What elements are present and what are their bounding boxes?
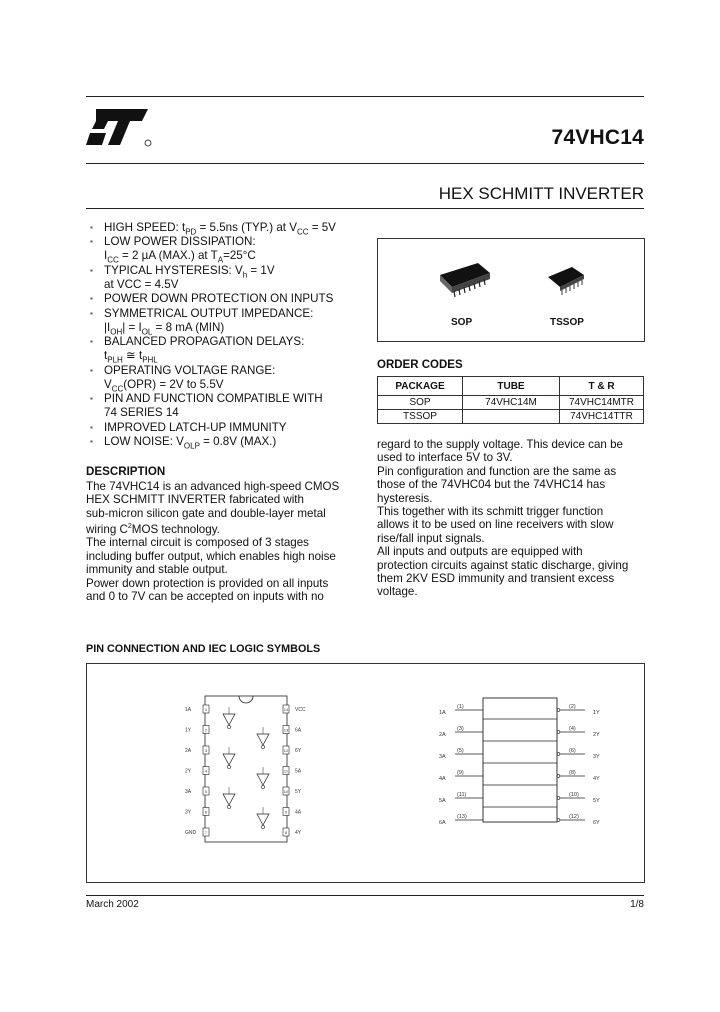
description-line: those of the 74VHC04 but the 74VHC14 has xyxy=(377,478,606,492)
dip-right-pin-name: 5Y xyxy=(295,789,302,795)
inverter-symbol xyxy=(223,794,235,805)
header-package: PACKAGE xyxy=(378,377,463,396)
iec-input-name: 4A xyxy=(439,776,446,782)
description-line: wiring $C^2MOS$ technology. xyxy=(86,523,220,537)
iec-output-bubble xyxy=(557,819,560,822)
pin-diagram-box xyxy=(86,663,645,883)
pin-connection-diagram xyxy=(87,664,644,882)
feature-text: POWER DOWN PROTECTION ON INPUTS xyxy=(104,292,334,306)
feature-text: IMPROVED LATCH-UP IMMUNITY xyxy=(104,420,287,434)
feature-subtext: $t_{PLH}$ ≅ $t_{PHL}$ xyxy=(104,349,158,365)
dip-right-pin-name: VCC xyxy=(295,707,306,713)
inverter-bubble xyxy=(227,765,230,768)
bullet-icon: ▪ xyxy=(90,308,93,318)
dip-right-pin-name: 6Y xyxy=(295,748,302,754)
iec-input-pin-number: (9) xyxy=(457,770,464,776)
feature-subtext: $V_{CC}(OPR) = 2V$ to 5.5V xyxy=(104,377,224,393)
description-line: immunity and stable output. xyxy=(86,563,228,577)
feature-text: LOW POWER DISSIPATION: xyxy=(104,235,256,249)
iec-output-pin-number: (2) xyxy=(569,704,576,710)
dip-right-pin-number: 11 xyxy=(283,768,289,774)
description-left-column xyxy=(86,480,352,604)
iec-output-pin-number: (8) xyxy=(569,770,576,776)
description-line: and 0 to 7V can be accepted on inputs with no xyxy=(86,590,324,604)
inverter-bubble xyxy=(261,825,264,828)
description-line: All inputs and outputs are equipped with xyxy=(377,545,583,559)
dip-left-pin-name: 1Y xyxy=(185,727,192,734)
dip-left-pin-name: 2A xyxy=(185,748,192,754)
iec-output-pin-number: (4) xyxy=(569,726,576,732)
description-line: Pin configuration and function are the same as xyxy=(377,464,617,478)
dip-right-pin-number: 12 xyxy=(283,748,289,753)
st-logo xyxy=(86,103,156,149)
product-title: HEX SCHMITT INVERTER xyxy=(438,184,644,203)
iec-input-name: 6A xyxy=(439,820,446,826)
feature-text: LOW NOISE: $V_{OLP} = 0.8V$ (MAX.) xyxy=(104,434,277,451)
sop-package-image xyxy=(434,257,494,299)
description-line: regard to the supply voltage. This device can be xyxy=(377,438,623,451)
dip-left-pin-number: 6 xyxy=(204,809,208,815)
title-rule xyxy=(86,208,644,209)
dip-right-pin-name: 4Y xyxy=(295,830,302,836)
package-box xyxy=(377,238,645,342)
cell-tr: 74VHC14MTR xyxy=(560,396,644,410)
inverter-bubble xyxy=(261,745,264,748)
iec-symbol-box xyxy=(483,698,557,822)
iec-input-pin-number: (3) xyxy=(457,726,464,732)
iec-output-pin-number: (12) xyxy=(569,814,579,820)
inverter-symbol xyxy=(223,754,235,765)
feature-text: SYMMETRICAL OUTPUT IMPEDANCE: xyxy=(104,306,314,320)
footer-page: 1/8 xyxy=(630,899,644,910)
bullet-icon: ▪ xyxy=(90,436,93,446)
dip-left-pin-number: 3 xyxy=(204,748,208,753)
description-line: allows it to be used on line receivers with slow xyxy=(377,518,614,532)
feature-text: OPERATING VOLTAGE RANGE: xyxy=(104,363,276,377)
iec-output-name: 5Y xyxy=(593,798,600,804)
feature-text: BALANCED PROPAGATION DELAYS: xyxy=(104,335,305,349)
footer-rule xyxy=(86,895,644,896)
header-tube: TUBE xyxy=(463,377,560,396)
description-right-column xyxy=(377,438,643,599)
description-line: The internal circuit is composed of 3 stages xyxy=(86,536,309,550)
description-line: Power down protection is provided on all inputs xyxy=(86,576,329,590)
dip-right-pin-number: 8 xyxy=(284,830,288,835)
iec-output-bubble xyxy=(557,797,560,800)
sop-label: SOP xyxy=(451,317,473,328)
order-codes-table xyxy=(377,376,644,424)
dip-right-pin-name: 6A xyxy=(295,727,302,734)
description-line: HEX SCHMITT INVERTER fabricated with xyxy=(86,493,304,507)
description-line: hysteresis. xyxy=(377,491,433,505)
bullet-icon: ▪ xyxy=(90,223,93,232)
dip-left-pin-name: GND xyxy=(185,830,197,836)
iec-input-pin-number: (13) xyxy=(457,814,467,820)
iec-output-bubble xyxy=(557,731,560,734)
iec-output-pin-number: (10) xyxy=(569,792,579,798)
bullet-icon: ▪ xyxy=(90,394,93,404)
feature-subtext: at VCC = 4.5V xyxy=(104,277,179,291)
cell-tube: 74VHC14M xyxy=(463,396,560,410)
feature-text: PIN AND FUNCTION COMPATIBLE WITH xyxy=(104,392,323,406)
description-line: This together with its schmitt trigger function xyxy=(377,505,604,519)
description-line: rise/fall input signals. xyxy=(377,531,485,545)
dip-right-pin-number: 9 xyxy=(284,809,288,815)
bullet-icon: ▪ xyxy=(90,265,93,275)
iec-output-name: 3Y xyxy=(593,754,600,760)
iec-input-pin-number: (1) xyxy=(457,704,464,710)
dip-right-pin-number: 14 xyxy=(283,707,289,712)
feature-subtext: 74 SERIES 14 xyxy=(104,406,179,420)
footer-date: March 2002 xyxy=(86,899,139,910)
inverter-symbol xyxy=(223,714,235,725)
cell-package: TSSOP xyxy=(378,410,463,424)
inverter-symbol xyxy=(257,814,269,825)
table-row xyxy=(378,396,644,410)
feature-subtext: $I_{CC} = 2$ µA (MAX.) at $T_A=25^\circ C$ xyxy=(104,249,256,265)
description-line: protection circuits against static discharge, giving xyxy=(377,558,629,572)
iec-input-name: 5A xyxy=(439,798,446,804)
iec-output-bubble xyxy=(557,709,560,712)
ic-package-outline xyxy=(205,696,287,842)
iec-output-name: 2Y xyxy=(593,732,600,738)
dip-left-pin-number: 2 xyxy=(204,727,208,733)
iec-output-name: 6Y xyxy=(593,820,600,826)
dip-right-pin-name: 4A xyxy=(295,809,302,816)
order-codes-title: ORDER CODES xyxy=(377,359,463,371)
dip-left-pin-number: 5 xyxy=(204,789,208,794)
feature-text: HIGH SPEED: $t_{PD} = 5.5ns$ (TYP.) at $V_{CC} = 5V$ xyxy=(104,221,336,237)
top-rule xyxy=(86,96,644,97)
dip-right-pin-name: 5A xyxy=(295,768,302,775)
description-line: sub-micron silicon gate and double-layer metal xyxy=(86,506,326,520)
dip-left-pin-name: 3Y xyxy=(185,809,192,816)
bullet-icon: ▪ xyxy=(90,294,93,304)
cell-tr: 74VHC14TTR xyxy=(560,410,644,424)
inverter-bubble xyxy=(227,805,230,808)
iec-input-pin-number: (11) xyxy=(457,792,467,798)
feature-text: TYPICAL HYSTERESIS: $V_h = 1V$ xyxy=(104,263,275,280)
cell-package: SOP xyxy=(378,396,463,410)
dip-left-pin-name: 3A xyxy=(185,789,192,795)
inverter-symbol xyxy=(257,774,269,785)
dip-left-pin-number: 4 xyxy=(204,768,208,774)
description-line: them 2KV ESD immunity and transient excess xyxy=(377,572,615,586)
bullet-icon: ▪ xyxy=(90,365,93,375)
table-row xyxy=(378,410,644,424)
pin-section-title: PIN CONNECTION AND IEC LOGIC SYMBOLS xyxy=(86,643,321,655)
description-line: voltage. xyxy=(377,585,418,599)
iec-output-name: 1Y xyxy=(593,710,600,716)
header-tr: T & R xyxy=(560,377,644,396)
dip-right-pin-number: 13 xyxy=(283,727,289,733)
iec-output-bubble xyxy=(557,775,560,778)
iec-output-name: 4Y xyxy=(593,776,600,782)
iec-output-pin-number: (6) xyxy=(569,748,576,754)
part-number: 74VHC14 xyxy=(551,126,644,149)
tssop-label: TSSOP xyxy=(550,317,584,328)
iec-input-name: 1A xyxy=(439,710,446,716)
tssop-package-image xyxy=(544,263,588,297)
description-line: including buffer output, which enables high noise xyxy=(86,549,336,563)
dip-left-pin-number: 7 xyxy=(204,830,208,835)
dip-left-pin-name: 1A xyxy=(185,707,192,713)
description-line: used to interface 5V to 3V. xyxy=(377,451,513,465)
description-line: The 74VHC14 is an advanced high-speed CMOS xyxy=(86,480,340,493)
bullet-icon: ▪ xyxy=(90,422,93,432)
description-title: DESCRIPTION xyxy=(86,465,166,478)
dip-left-pin-name: 2Y xyxy=(185,768,192,775)
iec-input-name: 2A xyxy=(439,732,446,738)
inverter-bubble xyxy=(261,785,264,788)
inverter-symbol xyxy=(257,734,269,745)
order-codes-table-wrap xyxy=(377,376,644,424)
iec-input-name: 3A xyxy=(439,754,446,760)
feature-subtext: $|I_{OH}| = I_{OL} = 8$ mA (MIN) xyxy=(104,320,225,336)
dip-left-pin-number: 1 xyxy=(204,707,208,712)
header-rule xyxy=(86,163,644,164)
bullet-icon: ▪ xyxy=(90,337,93,347)
dip-right-pin-number: 10 xyxy=(283,789,289,794)
inverter-bubble xyxy=(227,725,230,728)
bullet-icon: ▪ xyxy=(90,237,93,247)
iec-input-pin-number: (5) xyxy=(457,748,464,754)
ic-notch xyxy=(239,696,253,703)
iec-output-bubble xyxy=(557,753,560,756)
order-codes-header-row xyxy=(378,377,644,396)
cell-tube xyxy=(463,410,560,424)
